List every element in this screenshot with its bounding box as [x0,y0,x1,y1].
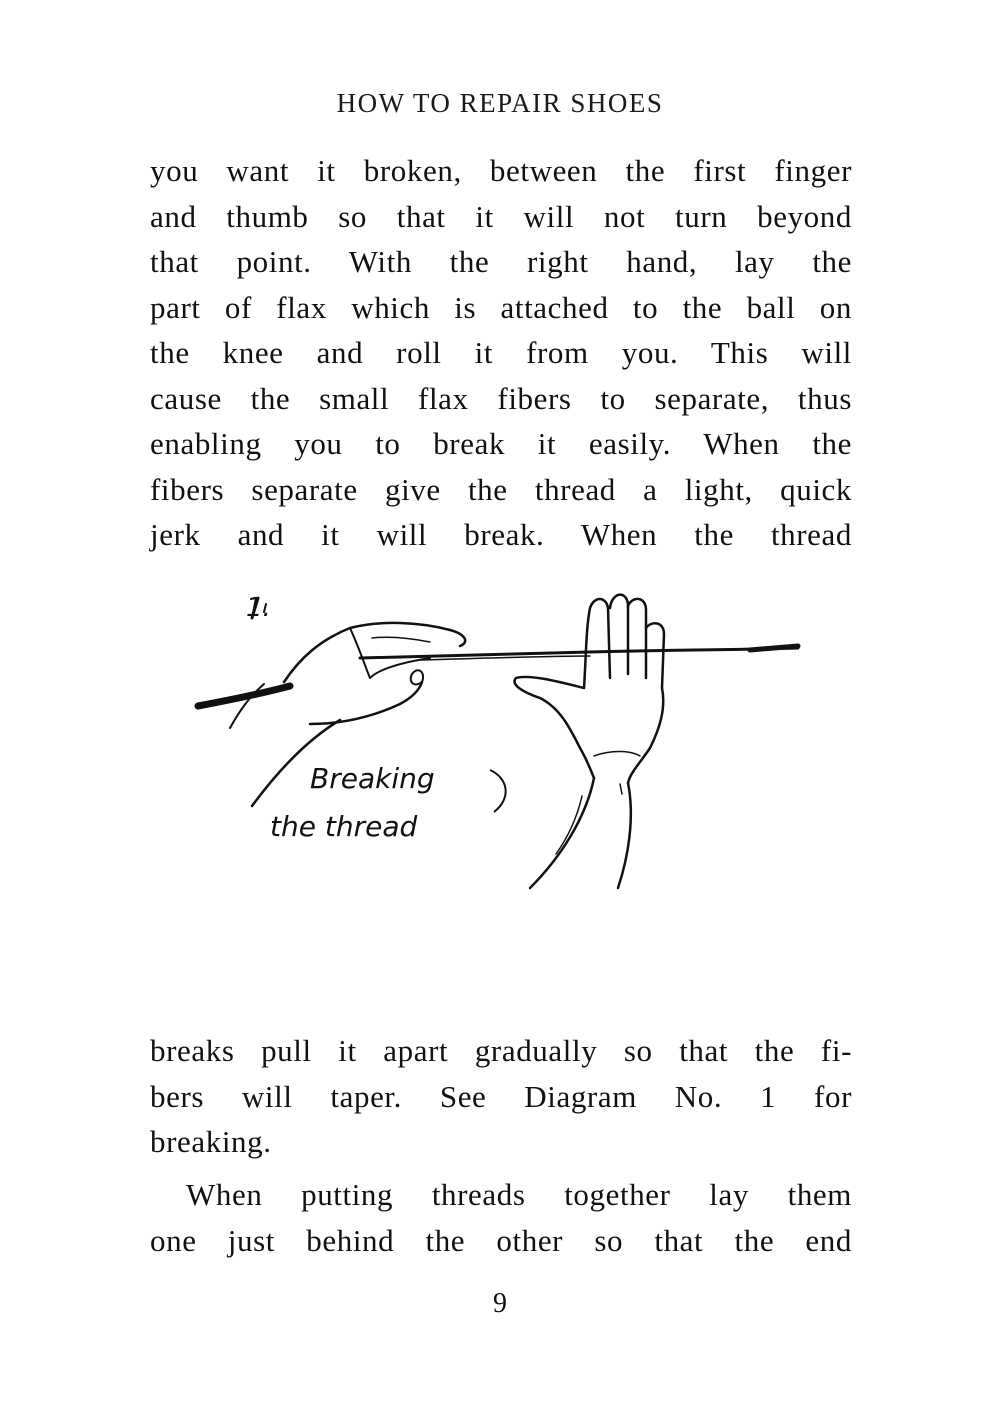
paragraph-bottom [150,1028,852,1165]
text-line: jerk and it will break. When the thread [150,517,852,552]
text-line: the knee and roll it from you. This will [150,335,852,370]
hands-drawing [190,578,810,898]
illustration-breaking-thread [190,578,810,898]
text-line: and thumb so that it will not turn beyond [150,198,852,234]
text-line: breaking. [150,1124,272,1159]
text-line: cause the small flax fibers to separate, thus [150,380,852,416]
page-number: 9 [493,1288,507,1319]
text-line: fibers separate give the thread a light, quick [150,471,852,507]
illustration-number: 1. [246,593,271,623]
text-line: one just behind the other so that the end [150,1222,852,1258]
illustration-caption-line1: Breaking [310,762,435,795]
paragraph-top [150,148,852,558]
right-wrist-left [530,778,594,888]
text-line: that point. With the right hand, lay the [150,244,852,279]
paragraph-next [150,1172,852,1263]
left-hand-bottom [310,682,422,724]
right-little-finger [646,623,664,688]
right-thumb [514,677,584,748]
text-line: part of flax which is attached to the ball on [150,289,852,325]
running-head: HOW TO REPAIR SHOES [336,88,664,118]
illustration-caption-line2: the thread [270,810,418,843]
right-middle-finger [610,595,628,674]
text-line: When putting threads together lay them [186,1177,852,1212]
right-ring-finger [628,599,646,678]
right-palm-edge [628,688,663,783]
thread-left-end [198,686,290,706]
text-line: you want it broken, between the first finger [150,153,852,188]
left-hand-top [284,623,465,682]
text-line: enabling you to break it easily. When the [150,426,852,461]
text-line: bers will taper. See Diagram No. 1 for [150,1078,852,1114]
text-line: breaks pull it apart gradually so that the fi- [150,1033,852,1068]
right-wrist-right [618,783,631,888]
right-index-finger [584,599,610,688]
